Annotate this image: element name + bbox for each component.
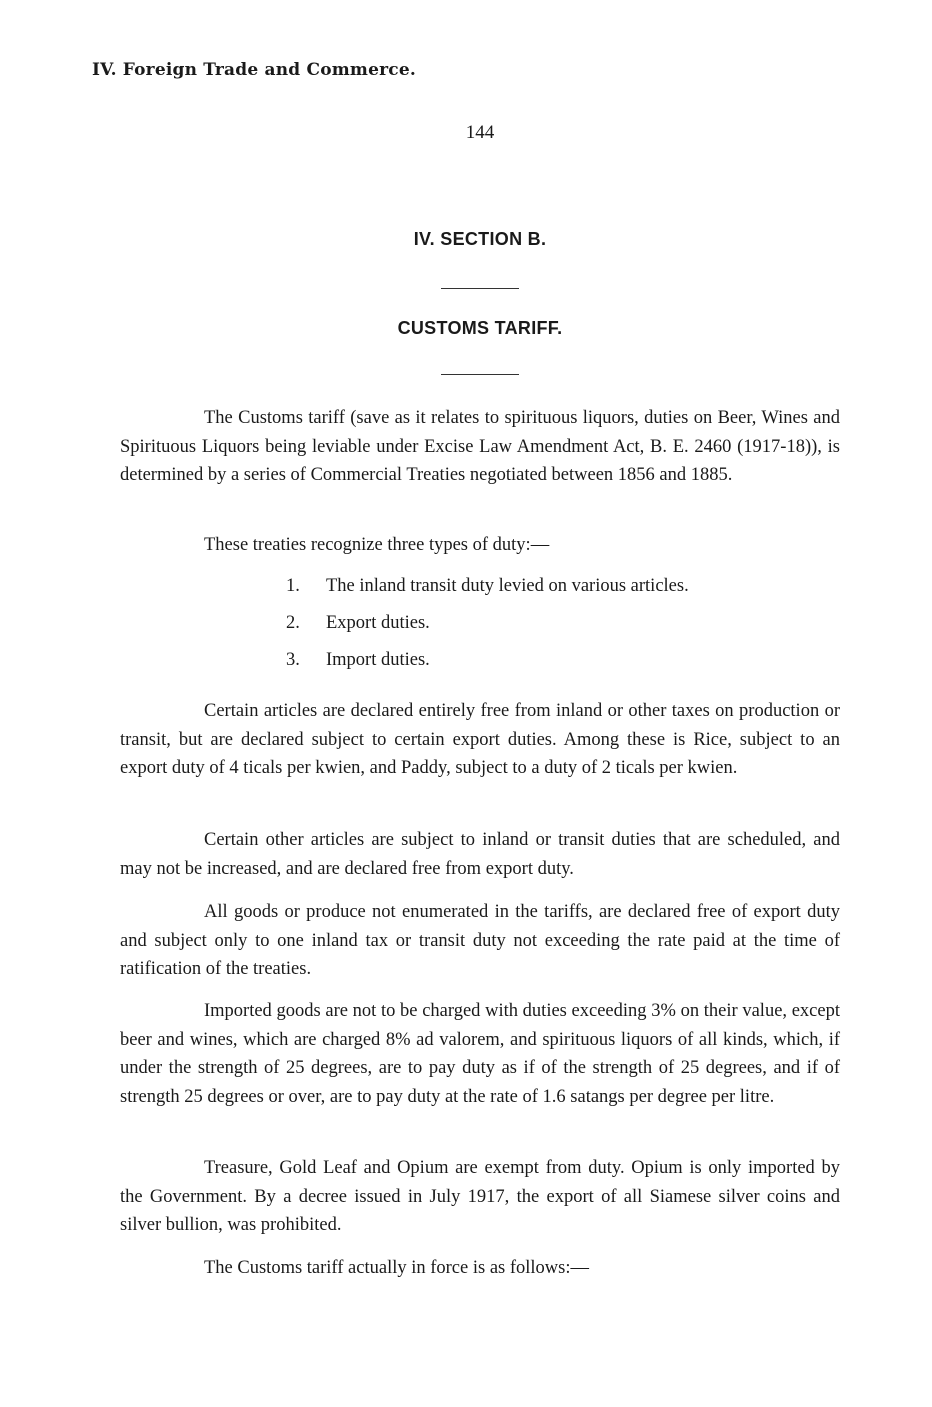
paragraph-scheduled-duties: Certain other articles are subject to inland or transit duties that are scheduled, and may not be increased, and are declared free from export duty. xyxy=(120,830,840,879)
paragraph-tariff-basis: The Customs tariff (save as it relates to spirituous liquors, duties on Beer, Wines and Spirituous Liquors being leviable under Excise Law Amendment Act, B. E. 2460 (1917-18)), is determined by a series of Commercial Treaties negotiated between 1856 and 1885. xyxy=(120,408,840,485)
page-title: CUSTOMS TARIFF. xyxy=(397,318,563,338)
paragraph-exemptions: Treasure, Gold Leaf and Opium are exempt from duty. Opium is only imported by the Government. By a decree issued in July 1917, the export of all Siamese silver coins and silver bullion, was prohibited. xyxy=(120,1158,840,1235)
list-item xyxy=(286,650,430,671)
paragraph-free-articles: Certain articles are declared entirely free from inland or other taxes on production or transit, but are declared subject to certain export duties. Among these is Rice, subject to an export duty of 4 ticals per kwien, and Paddy, subject to a duty of 2 ticals per kwien. xyxy=(120,701,840,778)
paragraph-duty-types-intro: These treaties recognize three types of duty:— xyxy=(204,535,550,555)
list-item-text: The inland transit duty levied on various articles. xyxy=(326,576,689,596)
title-rule xyxy=(441,288,519,289)
section-title: IV. SECTION B. xyxy=(413,229,547,249)
paragraph-import-duties: Imported goods are not to be charged with duties exceeding 3% on their value, except beer and wines, which are charged 8% ad valorem, and spirituous liquors of all kinds, which, if under the strength of 25 degrees, are to pay duty as if of the strength of 25 degrees, and if of strength 25 degrees or over, are to pay duty at the rate of 1.6 satangs per degree per litre. xyxy=(120,1001,840,1107)
running-head: IV. Foreign Trade and Commerce. xyxy=(92,60,416,80)
list-item-number: 3. xyxy=(286,650,300,670)
list-item-number: 2. xyxy=(286,613,300,633)
list-item xyxy=(286,613,430,634)
list-item xyxy=(286,576,689,597)
list-item-text: Export duties. xyxy=(326,613,430,633)
paragraph-tariff-follows: The Customs tariff actually in force is as follows:— xyxy=(204,1258,589,1278)
list-item-number: 1. xyxy=(286,576,300,596)
page-number: 144 xyxy=(465,122,495,143)
title-rule xyxy=(441,374,519,375)
paragraph-unenumerated-goods: All goods or produce not enumerated in the tariffs, are declared free of export duty and subject only to one inland tax or transit duty not exceeding the rate paid at the time of ratification of the treaties. xyxy=(120,902,840,979)
list-item-text: Import duties. xyxy=(326,650,430,670)
